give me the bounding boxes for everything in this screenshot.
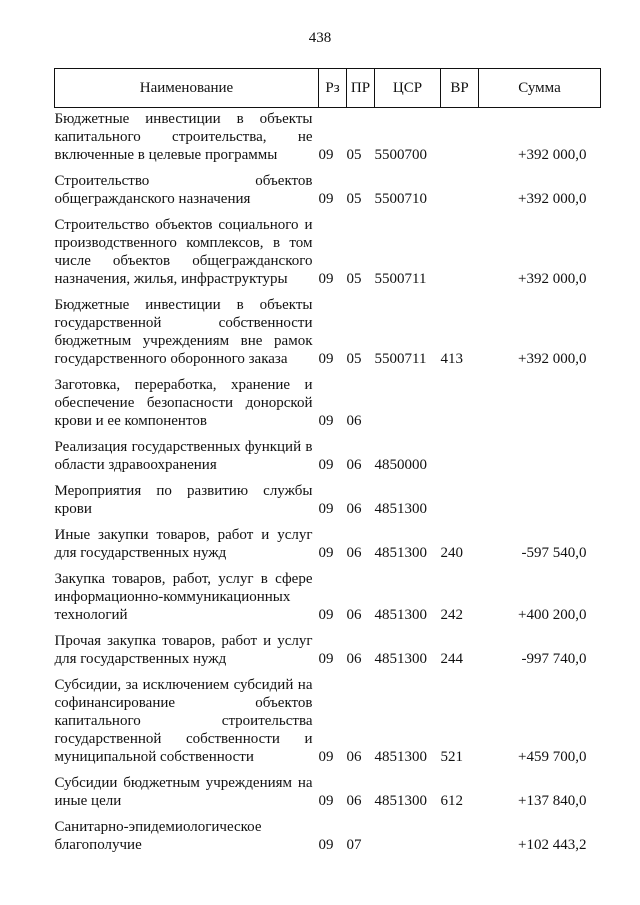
header-vr: ВР [441, 69, 479, 108]
row-vr: 242 [440, 607, 463, 623]
row-csr: 5500710 [374, 191, 427, 207]
header-sum: Сумма [479, 69, 601, 108]
table-row [55, 564, 601, 626]
table-row [55, 210, 601, 290]
row-name: Иные закупки товаров, работ и услуг для государственных нужд [54, 527, 313, 561]
row-rz: 09 [318, 501, 334, 517]
table-row [55, 432, 601, 476]
row-pr: 06 [346, 651, 362, 667]
table-row [55, 670, 601, 768]
row-pr: 06 [346, 793, 362, 809]
row-sum: -997 740,0 [521, 651, 587, 667]
row-sum: +392 000,0 [518, 271, 587, 287]
row-sum: +137 840,0 [518, 793, 587, 809]
row-pr: 05 [346, 351, 362, 367]
row-name: Субсидии, за исключением субсидий на софинансирование объектов капитального строительства государственной собственности и муниципальной собственности [54, 677, 313, 765]
row-name: Субсидии бюджетным учреждениям на иные цели [54, 775, 313, 809]
row-csr [375, 812, 441, 856]
row-rz: 09 [318, 607, 334, 623]
row-csr: 5500711 [374, 351, 427, 367]
row-sum: +102 443,2 [518, 837, 587, 853]
row-vr [441, 108, 479, 167]
row-vr: 240 [440, 545, 463, 561]
table-row [55, 768, 601, 812]
row-vr [441, 370, 479, 432]
row-pr: 06 [346, 607, 362, 623]
row-rz: 09 [318, 147, 334, 163]
row-name: Закупка товаров, работ, услуг в сфере информационно-коммуникационных технологий [54, 571, 313, 623]
table-row [55, 812, 601, 856]
header-csr: ЦСР [375, 69, 441, 108]
row-rz: 09 [318, 457, 334, 473]
row-pr: 07 [346, 837, 362, 853]
row-csr: 5500700 [374, 147, 427, 163]
row-pr: 06 [346, 457, 362, 473]
table-row [55, 290, 601, 370]
row-rz: 09 [318, 271, 334, 287]
budget-table-container [54, 68, 600, 856]
header-rz: Рз [319, 69, 347, 108]
row-pr: 05 [346, 147, 362, 163]
row-rz: 09 [318, 793, 334, 809]
row-csr: 4851300 [374, 793, 427, 809]
row-csr [375, 370, 441, 432]
row-name: Прочая закупка товаров, работ и услуг для государственных нужд [54, 633, 313, 667]
table-row [55, 108, 601, 167]
row-sum: +392 000,0 [518, 147, 587, 163]
row-name: Реализация государственных функций в области здравоохранения [54, 439, 313, 473]
row-pr: 05 [346, 191, 362, 207]
table-row [55, 476, 601, 520]
row-vr [441, 476, 479, 520]
row-vr: 521 [440, 749, 463, 765]
row-rz: 09 [318, 351, 334, 367]
row-name: Строительство объектов социального и производственного комплексов, в том числе объектов общегражданского назначения, жилья, инфраструктуры [54, 217, 313, 287]
header-name: Наименование [55, 69, 319, 108]
row-sum: +459 700,0 [518, 749, 587, 765]
table-body [55, 108, 601, 857]
row-csr: 4850000 [374, 457, 427, 473]
row-vr [441, 432, 479, 476]
row-rz: 09 [318, 545, 334, 561]
row-vr [441, 166, 479, 210]
row-vr: 413 [440, 351, 463, 367]
table-row [55, 166, 601, 210]
row-rz: 09 [318, 837, 334, 853]
row-pr: 06 [346, 545, 362, 561]
row-sum: -597 540,0 [521, 545, 587, 561]
row-csr: 5500711 [374, 271, 427, 287]
row-csr: 4851300 [374, 607, 427, 623]
row-rz: 09 [318, 749, 334, 765]
row-rz: 09 [318, 191, 334, 207]
row-sum [479, 432, 601, 476]
page-number: 438 [308, 30, 332, 46]
row-sum: +400 200,0 [518, 607, 587, 623]
row-vr [441, 210, 479, 290]
row-pr: 06 [346, 501, 362, 517]
row-csr: 4851300 [374, 545, 427, 561]
row-name: Строительство объектов общегражданского назначения [54, 173, 313, 207]
table-row [55, 520, 601, 564]
row-name: Мероприятия по развитию службы крови [54, 483, 313, 517]
row-vr: 244 [440, 651, 463, 667]
row-name: Бюджетные инвестиции в объекты капитального строительства, не включенные в целевые программы [54, 111, 313, 163]
row-vr: 612 [440, 793, 463, 809]
row-csr: 4851300 [374, 749, 427, 765]
row-vr [441, 812, 479, 856]
row-csr: 4851300 [374, 501, 427, 517]
row-name: Санитарно-эпидемиологическое благополучие [54, 819, 262, 853]
header-pr: ПР [347, 69, 375, 108]
table-row [55, 626, 601, 670]
row-pr: 06 [346, 749, 362, 765]
row-sum [479, 476, 601, 520]
row-sum: +392 000,0 [518, 351, 587, 367]
table-row [55, 370, 601, 432]
row-name: Бюджетные инвестиции в объекты государственной собственности бюджетным учреждениям вне рамок государственного оборонного заказа [54, 297, 313, 367]
row-pr: 06 [346, 413, 362, 429]
row-rz: 09 [318, 413, 334, 429]
budget-table [54, 68, 601, 856]
row-csr: 4851300 [374, 651, 427, 667]
row-pr: 05 [346, 271, 362, 287]
row-sum [479, 370, 601, 432]
row-rz: 09 [318, 651, 334, 667]
table-header-row [55, 69, 601, 108]
row-sum: +392 000,0 [518, 191, 587, 207]
row-name: Заготовка, переработка, хранение и обеспечение безопасности донорской крови и ее компонентов [54, 377, 313, 429]
